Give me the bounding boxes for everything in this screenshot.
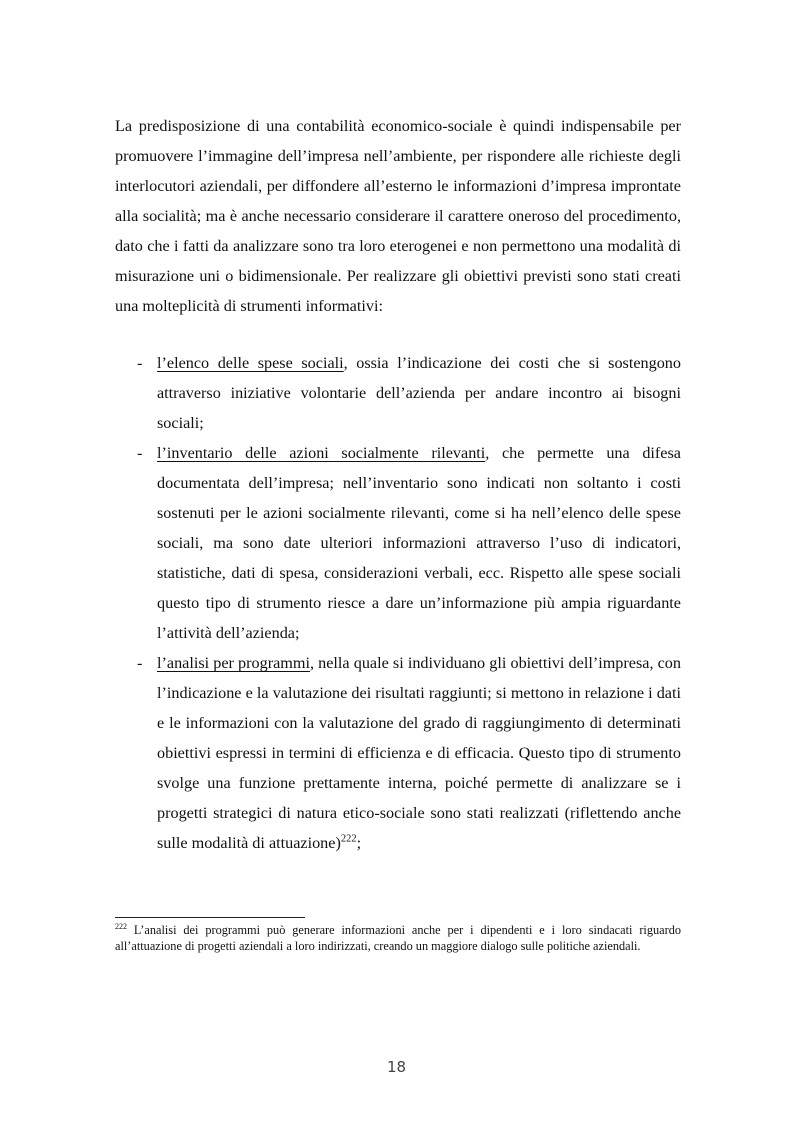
footnote [115,923,681,954]
list-text: , nella quale si individuano gli obiettivi dell’impresa, con l’indicazione e la valutazione dei risultati raggiunti; si mettono in relazione i dati e le informazioni con la valutazione del grado di raggiungimento di determinati obiettivi espressi in termini di efficienza e di efficacia. Questo tipo di strumento svolge una funzione prettamente interna, poiché permette di analizzare se i progetti strategici di natura etico-sociale sono stati realizzati (riflettendo anche sulle modalità di attuazione) [157,654,681,852]
footnote-text: L’analisi dei programmi può generare informazioni anche per i dipendenti e i loro sindacati riguardo all’attuazione di progetti aziendali a loro indirizzati, creando un maggiore dialogo sulle politiche aziendali. [115,923,681,953]
footnote-number: 222 [115,921,127,931]
list-item [115,438,681,648]
list-term: l’analisi per programmi [157,654,310,672]
list-bullet: - [137,654,143,672]
list-bullet: - [137,444,143,462]
list-term: l’inventario delle azioni socialmente rilevanti [157,444,486,462]
footnote-reference: 222 [340,833,357,845]
page-number: 18 [386,1058,407,1076]
list-item [115,348,681,438]
list-item [115,648,681,858]
list-text: , che permette una difesa documentata dell’impresa; nell’inventario sono indicati non soltanto i costi sostenuti per le azioni socialmente rilevanti, come si ha nell’elenco delle spese sociali, ma sono date ulteriori informazioni attraverso l’uso di indicatori, statistiche, dati di spesa, considerazioni verbali, ecc. Rispetto alle spese sociali questo tipo di strumento riesce a dare un’informazione più ampia riguardante l’attività dell’azienda; [157,444,681,642]
list-text: , ossia l’indicazione dei costi che si sostengono attraverso iniziative volontarie dell’azienda per andare incontro ai bisogni sociali; [157,354,681,432]
body-paragraph: La predisposizione di una contabilità economico-sociale è quindi indispensabile per promuovere l’immagine dell’impresa nell’ambiente, per rispondere alle richieste degli interlocutori aziendali, per diffondere all’esterno le informazioni d’impresa improntate alla socialità; ma è anche necessario considerare il carattere oneroso del procedimento, dato che i fatti da analizzare sono tra loro eterogenei e non permettono una modalità di misurazione uni o bidimensionale. Per realizzare gli obiettivi previsti sono stati creati una molteplicità di strumenti informativi: [115,117,681,315]
list-bullet: - [137,354,143,372]
list-term: l’elenco delle spese sociali [157,354,344,372]
footnote-divider [115,917,305,918]
instruments-list [115,348,681,858]
list-tail: ; [356,834,362,852]
